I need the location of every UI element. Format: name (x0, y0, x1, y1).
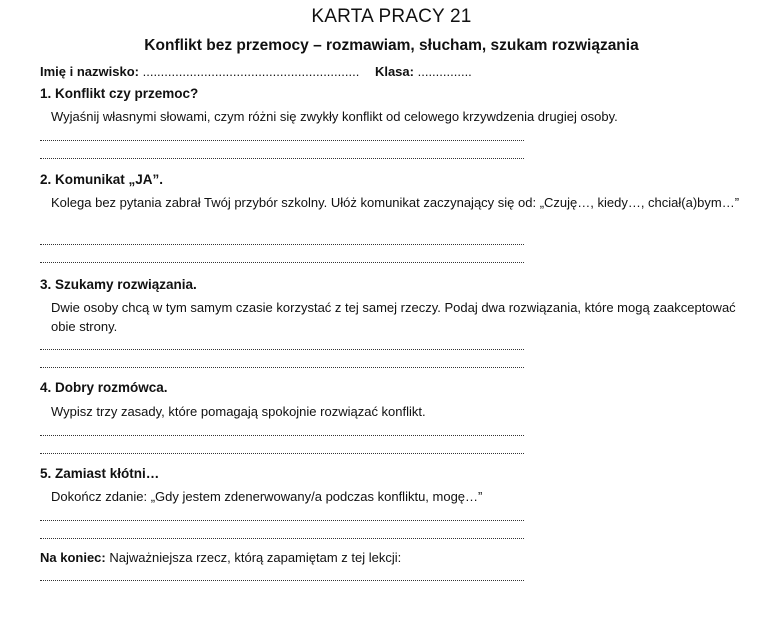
name-field[interactable]: ............................................................ (142, 64, 360, 79)
section-3-instruction: Dwie osoby chcą w tym samym czasie korzystać z tej samej rzeczy. Podaj dwa rozwiązania, które mogą zaakceptować obie strony. (51, 300, 736, 334)
answer-line-4a[interactable] (40, 435, 524, 436)
section-4-instruction: Wypisz trzy zasady, które pomagają spokojnie rozwiązać konflikt. (51, 404, 426, 419)
worksheet-subtitle: Konflikt bez przemocy – rozmawiam, słucham, szukam rozwiązania (144, 37, 639, 54)
closing-text: Najważniejsza rzecz, którą zapamiętam z tej lekcji: (105, 550, 402, 565)
answer-line-2b[interactable] (40, 262, 524, 263)
answer-line-3a[interactable] (40, 349, 524, 350)
answer-line-5b[interactable] (40, 538, 524, 539)
answer-line-3b[interactable] (40, 367, 524, 368)
section-5-heading: 5. Zamiast kłótni… (40, 466, 160, 481)
name-class-row (40, 64, 472, 79)
class-field[interactable]: ............... (417, 64, 472, 79)
answer-line-1b[interactable] (40, 158, 524, 159)
answer-line-2a[interactable] (40, 244, 524, 245)
worksheet-title: KARTA PRACY 21 (311, 6, 472, 27)
section-4-heading: 4. Dobry rozmówca. (40, 380, 168, 395)
closing-lead: Na koniec: (40, 550, 106, 565)
section-3-heading: 3. Szukamy rozwiązania. (40, 277, 197, 292)
section-1-instruction: Wyjaśnij własnymi słowami, czym różni się zwykły konflikt od celowego krzywdzenia drugiej osoby. (51, 109, 618, 124)
section-2-heading: 2. Komunikat „JA”. (40, 172, 164, 187)
class-label: Klasa: (374, 64, 414, 79)
closing-prompt (40, 550, 401, 565)
section-2-instruction: Kolega bez pytania zabrał Twój przybór szkolny. Ułóż komunikat zaczynający się od: „Czuję…, kiedy…, chciał(a)bym…” (51, 195, 740, 210)
answer-line-4b[interactable] (40, 453, 524, 454)
section-1-heading: 1. Konflikt czy przemoc? (40, 86, 199, 101)
section-5-instruction: Dokończ zdanie: „Gdy jestem zdenerwowany/a podczas konfliktu, mogę…” (51, 489, 483, 504)
answer-line-5a[interactable] (40, 520, 524, 521)
answer-line-closing[interactable] (40, 580, 524, 581)
answer-line-1a[interactable] (40, 140, 524, 141)
name-label: Imię i nazwisko: (40, 64, 139, 79)
